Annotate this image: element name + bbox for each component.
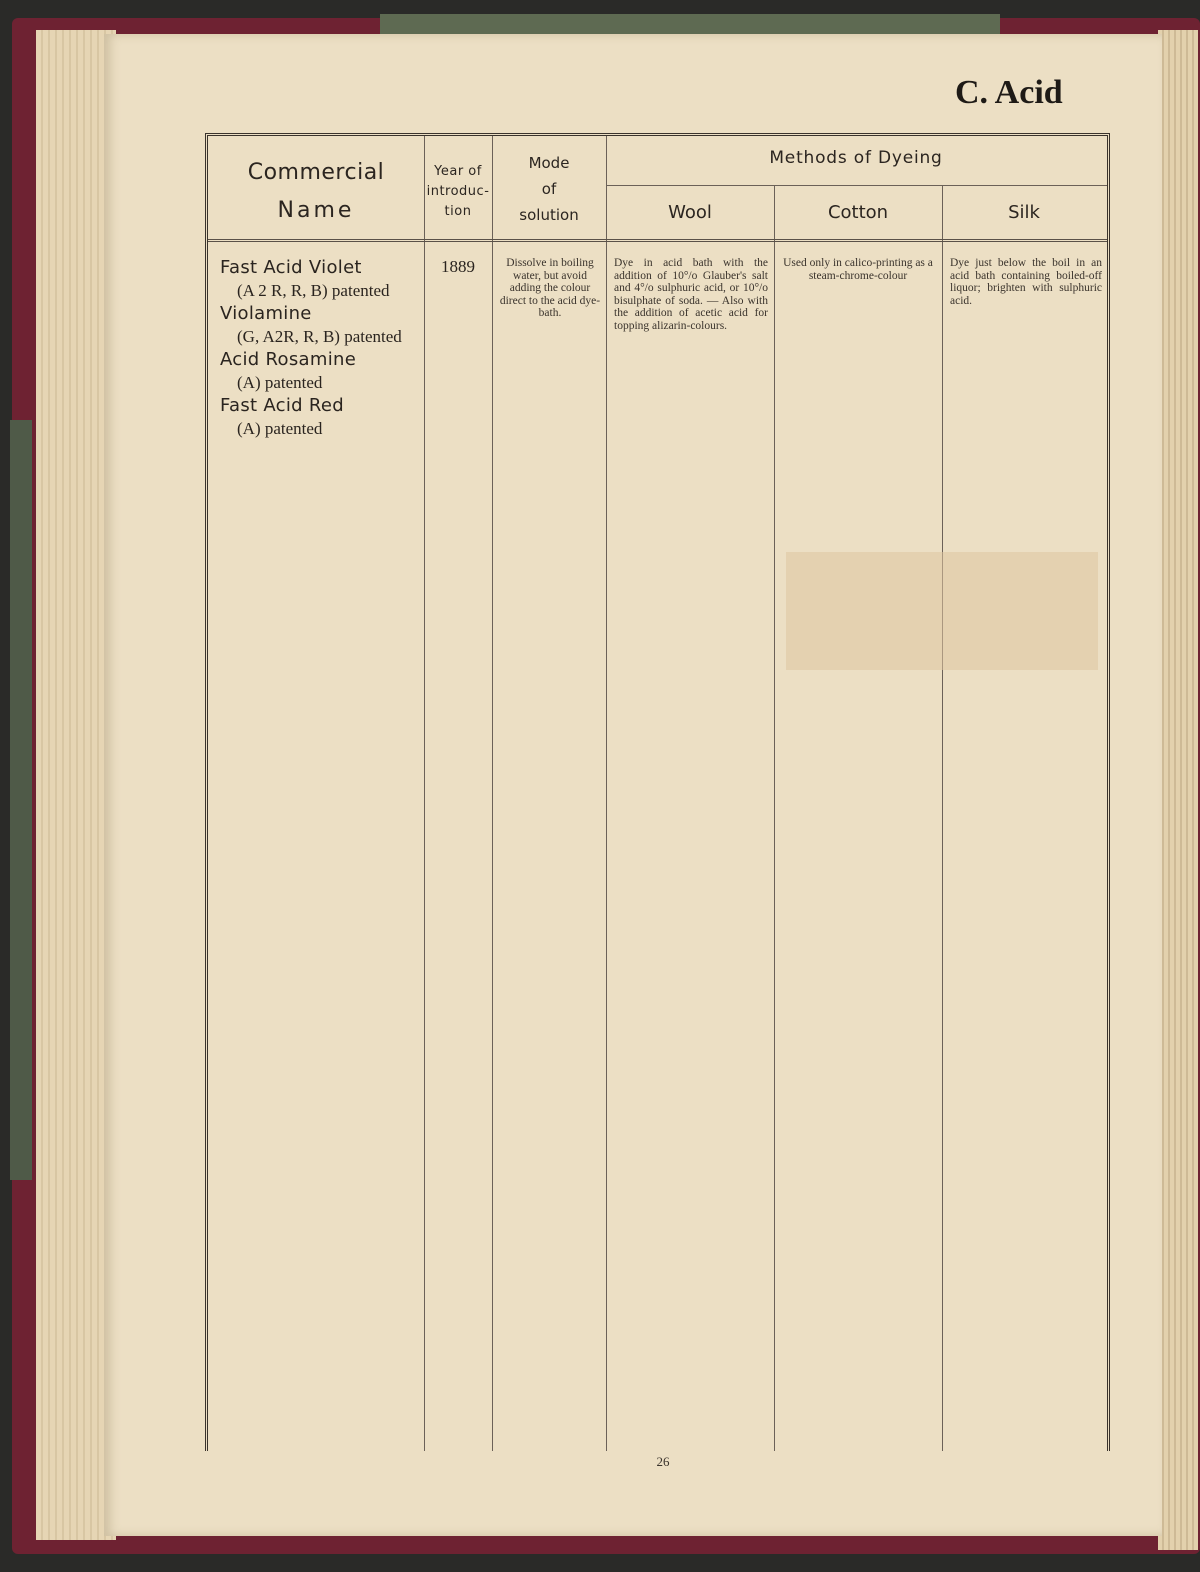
header-divider [208,239,1107,242]
cover-cloth-top [380,14,1000,36]
header-year-line3: tion [444,204,472,219]
name-sub: (A 2 R, R, B) patented [237,281,390,300]
page-number: 26 [656,1454,670,1469]
name-main: Violamine [220,303,312,324]
column-divider [606,136,607,1451]
year-value: 1889 [441,257,475,276]
name-sub: (A) patented [237,373,323,392]
page-stack-right [1158,30,1198,1550]
dye-table [205,133,1110,1451]
header-methods: Methods of Dyeing [769,148,943,168]
header-year-line1: Year of [434,164,482,179]
header-year-line2: introduc- [426,184,490,199]
column-divider [424,136,425,1451]
methods-divider [606,185,1107,186]
wool-text: Dye in acid bath with the addition of 10°/o Glauber's salt and 4°/o sulphuric acid, or 10°/o bisulphate of soda. — Also with the addition of acetic acid for topping alizarin-colours. [614,257,768,332]
header-commercial-line1: Commercial [247,160,385,185]
header-mode-line2: of [541,180,557,198]
column-divider [942,185,943,1451]
column-divider [774,185,775,1451]
header-commercial-line2: Name [277,198,355,223]
name-main: Fast Acid Red [220,395,345,416]
paper-stain [786,552,1098,670]
header-wool: Wool [668,202,712,223]
name-sub: (A) patented [237,419,323,438]
header-year [424,162,492,222]
header-cotton: Cotton [827,202,889,223]
section-title: C. Acid [955,74,1063,111]
cotton-text: Used only in calico-printing as a steam-chrome-colour [783,257,933,282]
header-mode [492,150,606,228]
header-commercial-name [208,154,424,230]
commercial-names [220,256,420,440]
mode-text: Dissolve in boiling water, but avoid adding the colour direct to the acid dye-bath. [499,257,601,319]
cover-cloth-left [10,420,32,1180]
header-mode-line3: solution [519,206,579,224]
column-divider [492,136,493,1451]
header-silk: Silk [1008,202,1040,223]
name-sub: (G, A2R, R, B) patented [237,327,402,346]
name-main: Fast Acid Violet [220,257,362,278]
name-main: Acid Rosamine [220,349,357,370]
header-mode-line1: Mode [528,154,570,172]
silk-text: Dye just below the boil in an acid bath containing boiled-off liquor; brighten with sulphuric acid. [950,257,1102,307]
